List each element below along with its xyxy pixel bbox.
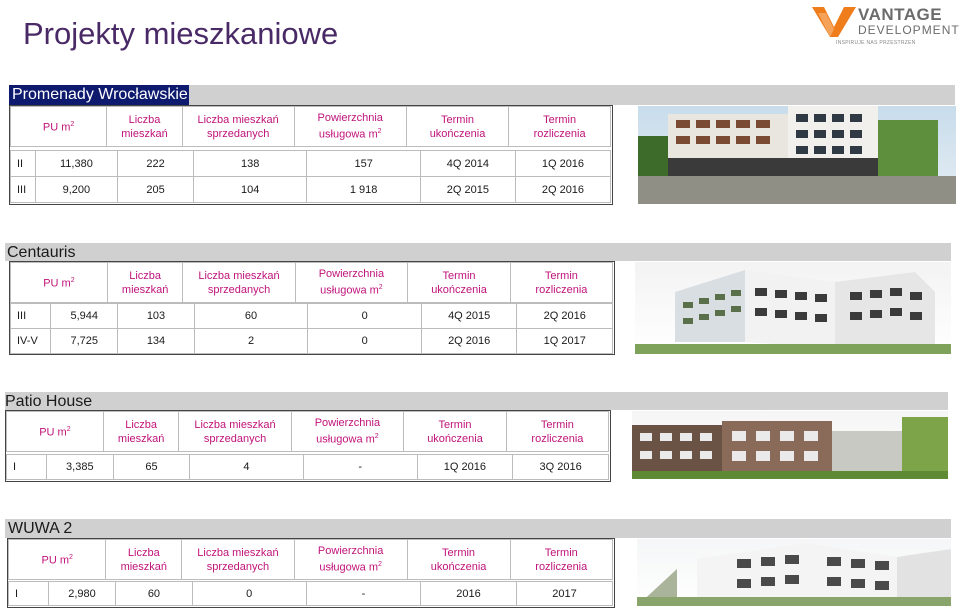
header-term1-1: Termin bbox=[441, 113, 475, 126]
cell: 104 bbox=[193, 177, 306, 203]
cell: - bbox=[303, 455, 417, 480]
building-photo bbox=[635, 262, 951, 354]
header-liczba-1: Liczba bbox=[128, 113, 161, 126]
header-liczba-1: Liczba bbox=[129, 269, 162, 282]
cell: 4Q 2015 bbox=[421, 304, 517, 329]
cell: 65 bbox=[114, 455, 190, 480]
header-pu-sup: 2 bbox=[70, 121, 75, 129]
col-pu bbox=[7, 412, 104, 452]
building-photo bbox=[638, 106, 956, 204]
projects-table-rows bbox=[6, 454, 609, 480]
header-liczba-2: mieszkań bbox=[120, 560, 168, 573]
header-sprzed-1: Liczba mieszkań bbox=[197, 113, 279, 126]
cell: 157 bbox=[307, 151, 420, 177]
header-term2-1: Termin bbox=[543, 113, 577, 126]
col-pow bbox=[294, 540, 407, 580]
projects-table-rows bbox=[8, 581, 613, 606]
header-liczba-1: Liczba bbox=[127, 546, 160, 559]
header-sprzed-2: sprzedanych bbox=[206, 127, 270, 140]
cell: 4 bbox=[190, 455, 304, 480]
col-liczba bbox=[107, 107, 182, 147]
header-pu: PU m bbox=[41, 554, 69, 567]
cell: 3,385 bbox=[46, 455, 113, 480]
cell: - bbox=[306, 582, 420, 606]
header-sprzed-1: Liczba mieszkań bbox=[194, 418, 276, 431]
section-band-gray bbox=[5, 243, 951, 261]
header-sprzed-2: sprzedanych bbox=[203, 432, 267, 445]
cell: 138 bbox=[193, 151, 306, 177]
header-pow-sup: 2 bbox=[378, 561, 382, 569]
cell: 1Q 2016 bbox=[417, 455, 513, 480]
header-pu-sup: 2 bbox=[70, 277, 75, 285]
header-pu-sup: 2 bbox=[66, 426, 71, 434]
cell: 0 bbox=[308, 329, 421, 354]
header-sprzed-2: sprzedanych bbox=[206, 560, 270, 573]
cell: 2016 bbox=[420, 582, 516, 606]
col-pu bbox=[11, 107, 107, 147]
col-liczba bbox=[103, 412, 179, 452]
header-term1-2: ukończenia bbox=[431, 283, 487, 296]
header-pu-sup: 2 bbox=[69, 554, 73, 562]
logo-sub: DEVELOPMENT bbox=[858, 23, 960, 37]
header-liczba-1: Liczba bbox=[125, 418, 158, 431]
cell: III bbox=[11, 304, 51, 329]
cell: 0 bbox=[308, 304, 421, 329]
section-title: Centauris bbox=[7, 244, 76, 261]
col-term1 bbox=[407, 540, 510, 580]
cell: 7,725 bbox=[51, 329, 118, 354]
header-term2-2: rozliczenia bbox=[533, 127, 586, 140]
cell: 1Q 2016 bbox=[515, 151, 610, 177]
logo-tagline: INSPIRUJE NAS PRZESTRZEŃ bbox=[836, 40, 916, 46]
table-row bbox=[7, 455, 609, 480]
section-band-gray bbox=[5, 392, 948, 410]
cell: 134 bbox=[118, 329, 194, 354]
col-pow bbox=[294, 107, 406, 147]
building-photo bbox=[632, 411, 948, 479]
section-title: WUWA 2 bbox=[8, 520, 73, 537]
cell: II bbox=[11, 151, 36, 177]
table-row bbox=[9, 582, 613, 606]
cell: 60 bbox=[116, 582, 192, 606]
header-pu: PU m bbox=[39, 426, 67, 439]
header-pow-2: usługowa m bbox=[316, 433, 375, 446]
header-pow-2: usługowa m bbox=[320, 284, 379, 297]
table-header-row bbox=[7, 412, 609, 452]
col-sprzed bbox=[183, 263, 295, 303]
header-liczba-2: mieszkań bbox=[117, 432, 165, 445]
cell: 1Q 2017 bbox=[517, 329, 613, 354]
cell: 2Q 2015 bbox=[420, 177, 515, 203]
header-liczba-2: mieszkań bbox=[121, 283, 169, 296]
projects-table bbox=[10, 106, 611, 147]
col-term1 bbox=[404, 412, 507, 452]
header-liczba-2: mieszkań bbox=[121, 127, 168, 140]
col-term1 bbox=[408, 263, 511, 303]
header-sprzed-2: sprzedanych bbox=[207, 283, 271, 296]
section-title: Patio House bbox=[5, 393, 93, 410]
building-photo bbox=[637, 539, 951, 606]
cell: 2 bbox=[194, 329, 308, 354]
cell: I bbox=[7, 455, 47, 480]
table-header-row bbox=[9, 540, 613, 580]
col-term1 bbox=[406, 107, 508, 147]
cell: 2017 bbox=[516, 582, 612, 606]
table-row bbox=[11, 151, 611, 177]
col-pu bbox=[9, 540, 106, 580]
col-sprzed bbox=[182, 107, 294, 147]
cell: I bbox=[9, 582, 49, 606]
header-sprzed-1: Liczba mieszkań bbox=[197, 546, 279, 559]
cell: 205 bbox=[118, 177, 194, 203]
header-pow-2: usługowa m bbox=[318, 128, 378, 141]
header-term2-1: Termin bbox=[544, 546, 578, 559]
header-pow-sup: 2 bbox=[378, 284, 383, 292]
header-term2-1: Termin bbox=[540, 418, 574, 431]
cell: 1 918 bbox=[307, 177, 420, 203]
cell: 9,200 bbox=[35, 177, 117, 203]
cell: 0 bbox=[192, 582, 306, 606]
header-term1-2: ukończenia bbox=[429, 127, 486, 140]
cell: 60 bbox=[194, 304, 308, 329]
cell: IV-V bbox=[11, 329, 51, 354]
cell: 11,380 bbox=[35, 151, 117, 177]
cell: 4Q 2014 bbox=[420, 151, 515, 177]
header-term1-2: ukończenia bbox=[427, 432, 483, 445]
header-pu: PU m bbox=[42, 121, 71, 134]
header-sprzed-1: Liczba mieszkań bbox=[198, 269, 280, 282]
header-term1-1: Termin bbox=[438, 418, 472, 431]
col-pow bbox=[291, 412, 404, 452]
header-pow-sup: 2 bbox=[377, 128, 382, 136]
col-liczba bbox=[106, 540, 182, 580]
header-term2-2: rozliczenia bbox=[535, 283, 588, 296]
col-pow bbox=[295, 263, 408, 303]
cell: 2Q 2016 bbox=[515, 177, 610, 203]
projects-table-rows bbox=[10, 303, 613, 354]
table-header-row bbox=[11, 263, 613, 303]
header-term2-2: rozliczenia bbox=[531, 432, 584, 445]
cell: 2Q 2016 bbox=[517, 304, 613, 329]
projects-table-rows bbox=[10, 150, 611, 203]
header-pu: PU m bbox=[43, 277, 71, 290]
col-term2 bbox=[510, 540, 612, 580]
cell: 2Q 2016 bbox=[421, 329, 517, 354]
header-term2-2: rozliczenia bbox=[535, 560, 588, 573]
col-sprzed bbox=[182, 540, 294, 580]
section-title: Promenady Wrocławskie bbox=[12, 86, 188, 103]
table-header-row bbox=[11, 107, 611, 147]
header-pow-2: usługowa m bbox=[319, 561, 379, 574]
header-term1-1: Termin bbox=[442, 546, 476, 559]
page-title: Projekty mieszkaniowe bbox=[23, 16, 339, 51]
cell: 5,944 bbox=[51, 304, 118, 329]
header-pow-1: Powierzchnia bbox=[317, 112, 383, 125]
cell: III bbox=[11, 177, 36, 203]
cell: 103 bbox=[118, 304, 194, 329]
projects-table bbox=[8, 539, 613, 580]
cell: 222 bbox=[118, 151, 194, 177]
vantage-logo bbox=[812, 5, 960, 47]
col-sprzed bbox=[179, 412, 291, 452]
projects-table bbox=[6, 411, 609, 452]
col-term2 bbox=[509, 107, 611, 147]
table-row bbox=[11, 177, 611, 203]
header-pow-1: Powierzchnia bbox=[318, 268, 385, 281]
cell: 2,980 bbox=[48, 582, 116, 606]
col-pu bbox=[11, 263, 108, 303]
logo-brand: VANTAGE bbox=[858, 5, 943, 24]
header-term1-2: ukończenia bbox=[430, 560, 487, 573]
col-term2 bbox=[506, 412, 608, 452]
section-band-gray bbox=[189, 85, 955, 105]
cell: 3Q 2016 bbox=[513, 455, 609, 480]
col-term2 bbox=[510, 263, 612, 303]
header-term1-1: Termin bbox=[442, 269, 476, 282]
header-pow-1: Powierzchnia bbox=[314, 417, 381, 430]
section-band-gray bbox=[5, 519, 951, 538]
logo-mark-icon bbox=[812, 5, 858, 39]
projects-table bbox=[10, 262, 613, 303]
col-liczba bbox=[107, 263, 183, 303]
header-term2-1: Termin bbox=[544, 269, 578, 282]
header-pow-sup: 2 bbox=[374, 433, 379, 441]
table-row bbox=[11, 304, 613, 329]
table-row bbox=[11, 329, 613, 354]
header-pow-1: Powierzchnia bbox=[317, 545, 384, 558]
